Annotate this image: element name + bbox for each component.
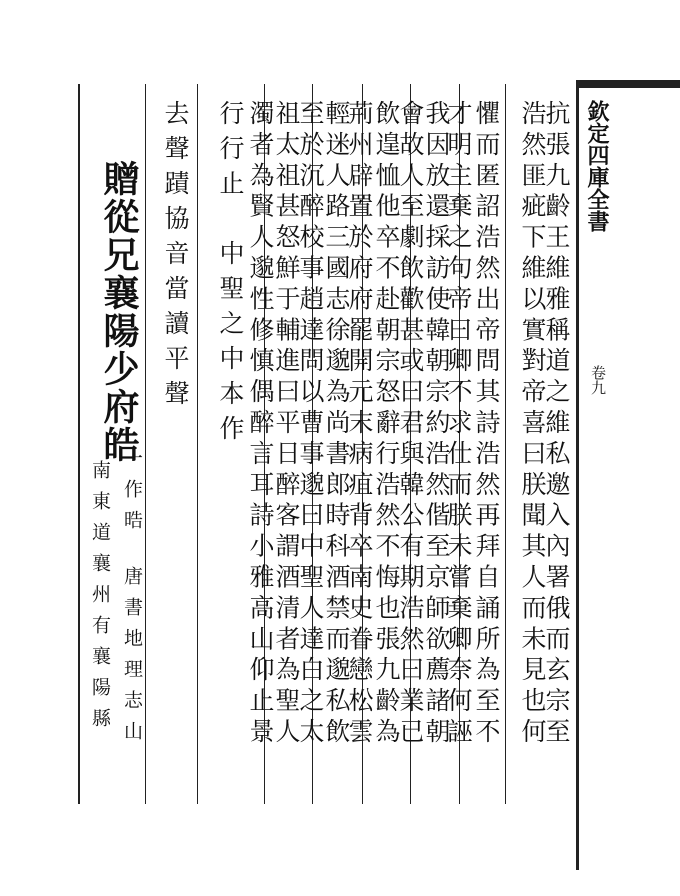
text-column: 抗張九齡王維雅稱道之維私邀入內署俄而玄宗至: [542, 100, 571, 749]
poem-title: 贈從兄襄陽少府皓: [98, 160, 140, 464]
text-column: 至於沉醉校事趙達問以曹事邈曰中聖人達白之太: [296, 100, 325, 749]
margin-book-title: 欽定四庫全書: [584, 100, 610, 232]
text-column: 行行止 中聖之中本作: [216, 100, 245, 450]
text-column: 荊州辟置於府府罷開元末病疽背卒南史眷戀松雲: [345, 100, 374, 749]
poem-title-note: 一作晧: [121, 448, 143, 541]
text-column: 去聲蹟協音當讀平聲: [161, 100, 190, 415]
frame-left-border: [78, 84, 80, 804]
footnote-line: 唐書地理志山: [121, 566, 143, 752]
footnote-line: 南東道襄州有襄陽縣: [89, 460, 111, 739]
text-column: 輕迷人路三國志徐邈為尚書郎時科酒禁而邈私飲: [322, 100, 351, 749]
text-column: 浩然匪疵下維以實對帝喜曰朕聞其人而未見也何: [518, 100, 547, 749]
text-column: 祖太祖甚怒鮮于輔進曰平日醉客謂酒清者為聖人: [272, 100, 301, 749]
margin-left-border: [576, 80, 579, 870]
margin-top-bar: [576, 80, 680, 88]
text-column: 飲遑恤他卒不赴朝宗怒辭行浩然不悔也張九齡為: [372, 100, 401, 749]
text-column: 我因放還採訪使韓朝宗約浩然偕至京師欲薦諸朝: [422, 100, 451, 749]
column-rule: [145, 84, 146, 804]
text-column: 濁者為賢人邈性修慎偶醉言耳詩小雅高山仰止景: [246, 100, 275, 749]
text-column: 才明主棄之句帝曰卿不求仕而朕未嘗棄卿奈何誣: [444, 100, 473, 749]
column-rule: [197, 84, 198, 804]
text-column: 懼而匿詔浩然出帝問其詩浩然再拜自誦所為至不: [472, 100, 501, 749]
column-rule: [505, 84, 506, 804]
margin-volume: 卷九: [589, 365, 607, 395]
text-column: 會故人至劇飲歡甚或曰君與韓公有期浩然曰業已: [396, 100, 425, 749]
